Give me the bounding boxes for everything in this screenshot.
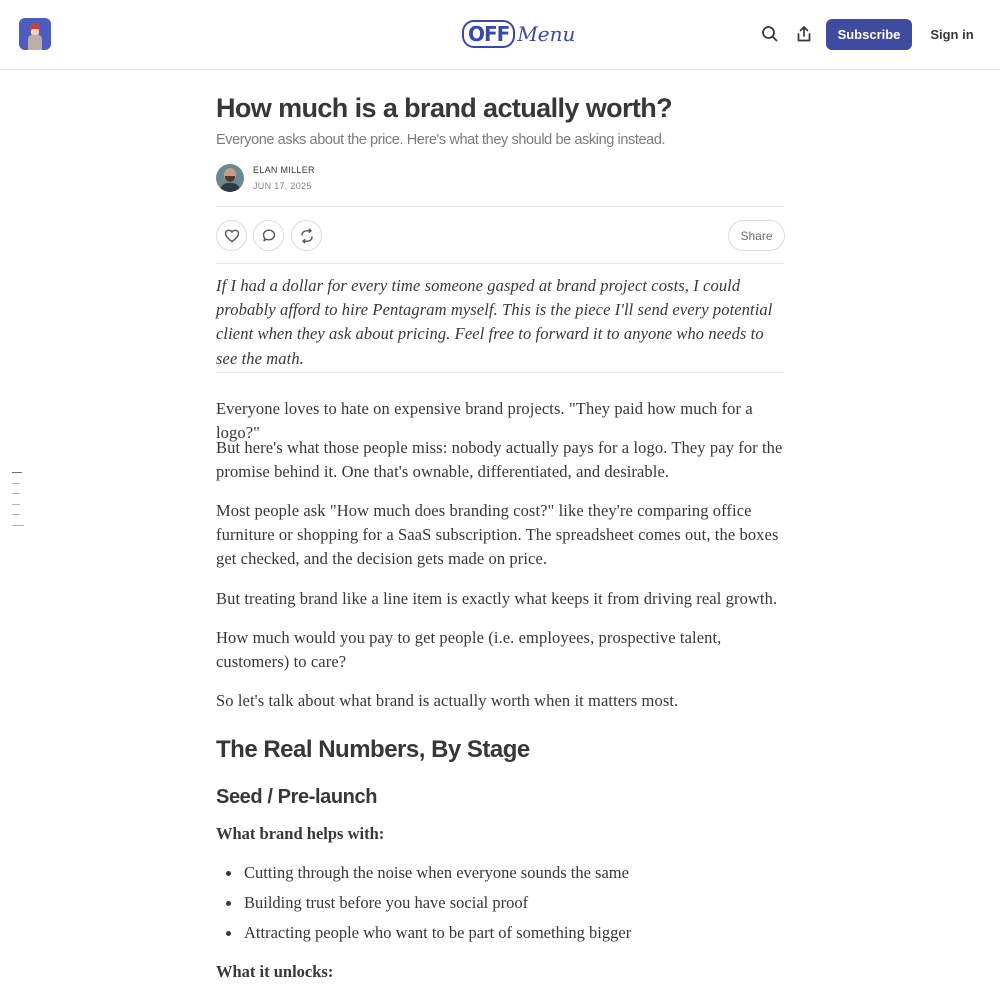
- subscribe-button[interactable]: Subscribe: [826, 19, 912, 50]
- post-date: JUN 17, 2025: [253, 181, 312, 191]
- bullet: [226, 901, 231, 906]
- restack-icon: [299, 228, 315, 244]
- heart-icon: [224, 228, 240, 244]
- comment-icon: [261, 228, 277, 244]
- divider: [216, 206, 784, 207]
- subsection-heading: Seed / Pre-launch: [216, 786, 378, 808]
- restack-button[interactable]: [291, 220, 322, 251]
- figure-body: [28, 35, 42, 50]
- like-button[interactable]: [216, 220, 247, 251]
- body-paragraph: Most people ask "How much does branding cost?" like they're comparing office furniture or shopping for a SaaS subscription. The spreadsheet comes out, the boxes get checked, and the decision gets made on price.: [216, 501, 779, 569]
- toc-mark[interactable]: [12, 493, 20, 494]
- logo-off-text: OFF: [462, 20, 515, 48]
- section-heading: The Real Numbers, By Stage: [216, 736, 530, 763]
- body-paragraph: How much would you pay to get people (i.e. employees, prospective talent, customers) to care?: [216, 628, 722, 672]
- body-paragraph: So let's talk about what brand is actually worth when it matters most.: [216, 691, 679, 710]
- unlocks-label: What it unlocks:: [216, 962, 334, 981]
- publication-logo[interactable]: [462, 18, 575, 50]
- toc-mark[interactable]: [12, 483, 20, 484]
- divider: [216, 263, 784, 264]
- toc-mark[interactable]: [12, 525, 24, 526]
- top-bar: [0, 0, 1000, 70]
- body-paragraph: But treating brand like a line item is exactly what keeps it from driving real growth.: [216, 589, 778, 608]
- body-paragraph: But here's what those people miss: nobody actually pays for a logo. They pay for the promise behind it. One that's ownable, differentiated, and desirable.: [216, 438, 783, 482]
- helps-label: What brand helps with:: [216, 824, 385, 843]
- share-button[interactable]: Share: [728, 220, 785, 251]
- sign-in-button[interactable]: Sign in: [922, 19, 982, 50]
- author-avatar[interactable]: [216, 164, 244, 192]
- list-item: Cutting through the noise when everyone sounds the same: [244, 863, 629, 882]
- toc-mark[interactable]: [12, 514, 20, 515]
- toc-mark[interactable]: [12, 504, 20, 505]
- post-subtitle: Everyone asks about the price. Here's what they should be asking instead.: [216, 132, 666, 148]
- divider: [216, 372, 784, 373]
- publication-icon[interactable]: [19, 18, 51, 50]
- toc-rail[interactable]: [12, 472, 24, 535]
- logo-menu-text: Menu: [517, 22, 576, 46]
- intro-paragraph: If I had a dollar for every time someone gasped at brand project costs, I could probably afford to hire Pentagram myself. This is the piece I'll send every potential client when they ask about pricing. Feel free to forward it to anyone who needs to see the math.: [216, 276, 773, 368]
- toc-mark[interactable]: [12, 472, 22, 473]
- post-title: How much is a brand actually worth?: [216, 93, 673, 123]
- comment-button[interactable]: [253, 220, 284, 251]
- share-icon[interactable]: [794, 24, 814, 44]
- author-name[interactable]: ELAN MILLER: [253, 165, 315, 175]
- search-icon[interactable]: [760, 24, 780, 44]
- list-item: Building trust before you have social proof: [244, 893, 529, 912]
- body-paragraph: Everyone loves to hate on expensive brand projects. "They paid how much for a logo?": [216, 399, 753, 443]
- bullet: [226, 871, 231, 876]
- list-item: Attracting people who want to be part of something bigger: [244, 923, 632, 942]
- bullet: [226, 931, 231, 936]
